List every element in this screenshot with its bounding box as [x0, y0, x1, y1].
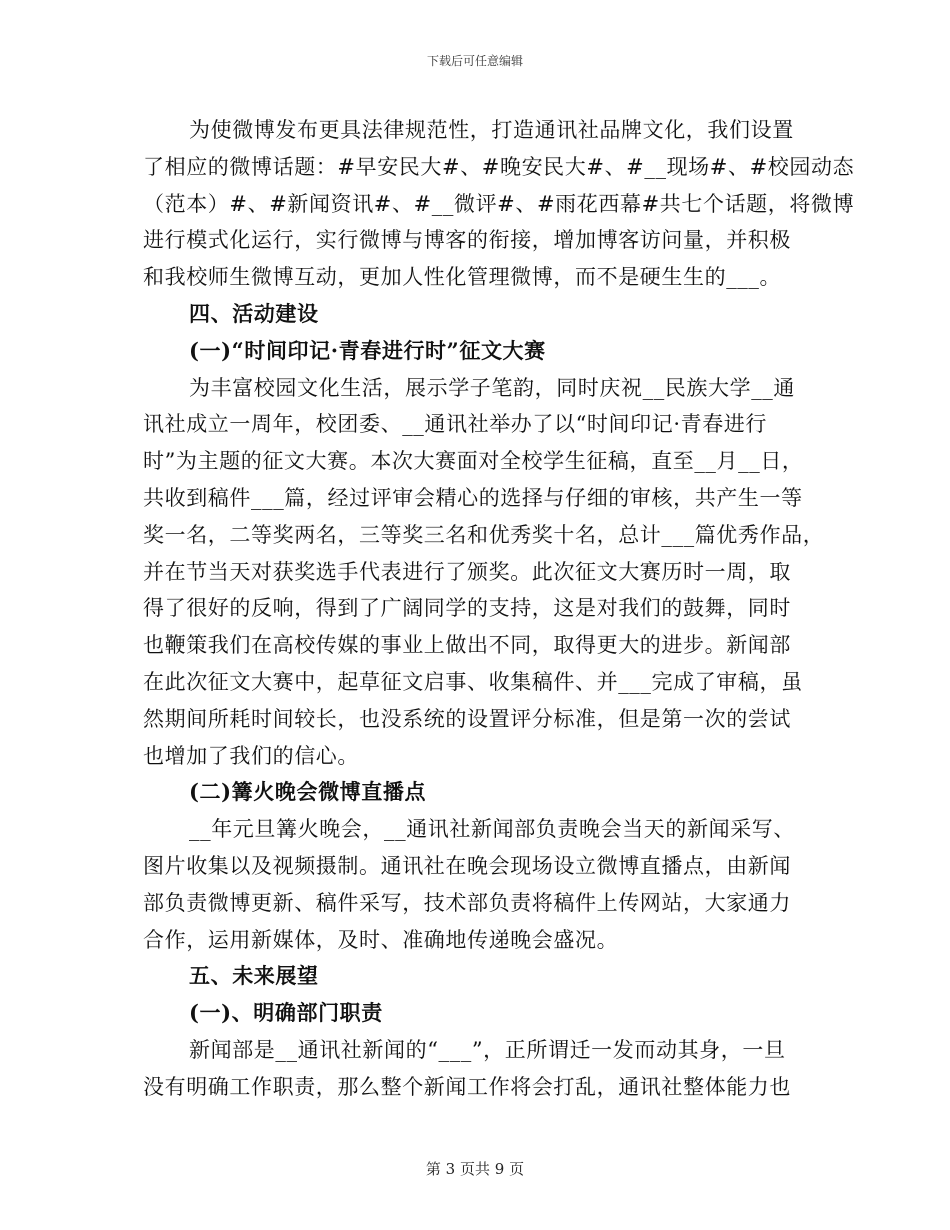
- paragraph-line: 新闻部是__通讯社新闻的“___”，正所谓迁一发而动其身，一旦: [189, 1037, 786, 1062]
- paragraph-line: （范本）#、#新闻资讯#、#__微评#、#雨花西幕#共七个话题，将微博: [143, 191, 855, 216]
- paragraph-line: 部负责微博更新、稿件采写，技术部负责将稿件上传网站，大家通力: [143, 890, 791, 915]
- paragraph-line: 时”为主题的征文大赛。本次大赛面对全校学生征稿，直至__月__日，: [143, 449, 804, 474]
- document-body: [143, 112, 855, 1106]
- paragraph-line: 进行模式化运行，实行微博与博客的衔接，增加博客访问量，并积极: [143, 228, 791, 253]
- page-header: 下载后可任意编辑: [426, 54, 523, 68]
- paragraph-line: 在此次征文大赛中，起草征文启事、收集稿件、并___完成了审稿，虽: [143, 669, 803, 694]
- paragraph-line: 和我校师生微博互动，更加人性化管理微博，而不是硬生生的___。: [143, 265, 782, 290]
- paragraph-line: 也鞭策我们在高校传媒的事业上做出不同，取得更大的进步。新闻部: [143, 633, 791, 658]
- paragraph-line: 也增加了我们的信心。: [143, 743, 359, 768]
- section-heading: 四、活动建设: [189, 300, 319, 326]
- subsection-heading: (一)、明确部门职责: [189, 1000, 383, 1026]
- paragraph-line: 共收到稿件___篇，经过评审会精心的选择与仔细的审核，共产生一等: [143, 485, 803, 510]
- section-heading: 五、未来展望: [189, 963, 319, 989]
- paragraph-line: __年元旦篝火晚会，__通讯社新闻部负责晚会当天的新闻采写、: [189, 817, 795, 842]
- paragraph-line: 为使微博发布更具法律规范性，打造通讯社品牌文化，我们设置: [189, 118, 794, 142]
- subsection-heading: (一)“时间印记·青春进行时”征文大赛: [189, 337, 546, 363]
- subsection-heading: (二)篝火晚会微博直播点: [189, 779, 427, 805]
- paragraph-line: 然期间所耗时间较长，也没系统的设置评分标准，但是第一次的尝试: [143, 706, 791, 731]
- page-footer: 第 3 页共 9 页: [425, 1160, 525, 1178]
- paragraph-line: 合作，运用新媒体，及时、准确地传递晚会盛况。: [143, 927, 619, 952]
- paragraph-line: 了相应的微博话题：#早安民大#、#晚安民大#、#__现场#、#校园动态: [143, 154, 855, 179]
- paragraph-line: 图片收集以及视频摄制。通讯社在晚会现场设立微博直播点，由新闻: [143, 853, 791, 878]
- paragraph-line: 讯社成立一周年，校团委、__通讯社举办了以“时间印记·青春进行: [143, 412, 768, 437]
- paragraph-line: 奖一名，二等奖两名，三等奖三名和优秀奖十名，总计___篇优秀作品，: [143, 522, 825, 547]
- paragraph-line: 为丰富校园文化生活，展示学子笔韵，同时庆祝__民族大学__通: [189, 375, 795, 400]
- paragraph-line: 并在节当天对获奖选手代表进行了颁奖。此次征文大赛历时一周，取: [143, 559, 791, 584]
- paragraph-line: 得了很好的反响，得到了广阔同学的支持，这是对我们的鼓舞，同时: [143, 596, 791, 621]
- paragraph-line: 没有明确工作职责，那么整个新闻工作将会打乱，通讯社整体能力也: [143, 1074, 791, 1099]
